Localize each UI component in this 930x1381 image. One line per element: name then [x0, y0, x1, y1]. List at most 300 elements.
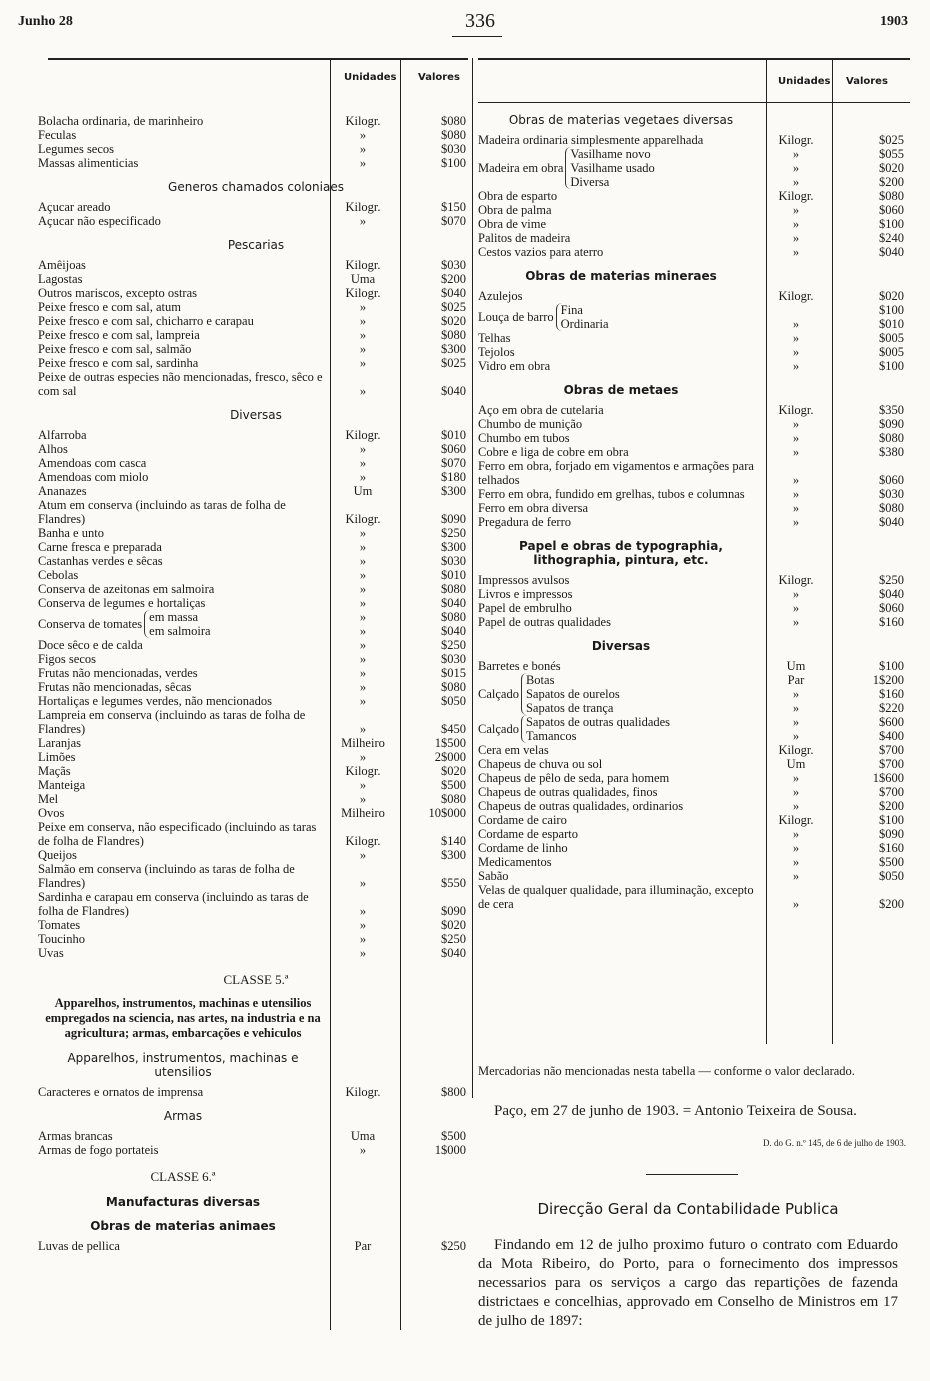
item-unit: »	[359, 792, 367, 806]
item-name: Cebolas	[38, 568, 79, 582]
item-value: $015	[441, 666, 466, 680]
item-value: $080	[441, 680, 466, 694]
directorate-title: Direcção Geral da Contabilidade Publica	[537, 1200, 839, 1218]
table-row	[38, 1129, 474, 1143]
table-row	[38, 736, 474, 750]
item-unit: »	[359, 694, 367, 708]
item-unit: Milheiro	[341, 736, 385, 750]
item-name: Salmão em conserva (incluindo as taras de folha de Flandres)	[38, 862, 295, 890]
table-row	[478, 147, 910, 189]
table-row	[38, 300, 474, 314]
unit-value: »	[792, 317, 800, 331]
right-column-header	[478, 60, 910, 103]
header-year: 1903	[880, 14, 908, 29]
table-row	[38, 214, 474, 228]
item-name: Cobre e liga de cobre em obra	[478, 445, 629, 459]
item-unit: Kilogr.	[345, 258, 381, 272]
item-unit: »	[792, 785, 800, 799]
item-unit: »	[792, 245, 800, 259]
item-value: $060	[879, 473, 904, 487]
price-value: $100	[879, 303, 904, 317]
item-value: $030	[441, 258, 466, 272]
item-value: $020	[441, 918, 466, 932]
table-row	[478, 231, 910, 245]
table-row	[478, 743, 910, 757]
item-value: $500	[441, 778, 466, 792]
item-unit: »	[359, 314, 367, 328]
units-divider	[330, 60, 331, 1330]
item-value: $060	[879, 601, 904, 615]
item-name: Manteiga	[38, 778, 86, 792]
table-row	[38, 568, 474, 582]
section-heading: Obras de materias mineraes	[525, 269, 717, 283]
item-name: Feculas	[38, 128, 77, 142]
item-value: $020	[879, 289, 904, 303]
item-name: Chapeus de outras qualidades, finos	[478, 785, 658, 799]
item-unit: »	[792, 203, 800, 217]
item-name: Ferro em obra, fundido em grelhas, tubos e columnas	[478, 487, 745, 501]
table-row	[38, 128, 474, 142]
item-value: $500	[879, 855, 904, 869]
item-name: Peixe fresco e com sal, lampreia	[38, 328, 200, 342]
item-value: $180	[441, 470, 466, 484]
item-unit: »	[359, 568, 367, 582]
item-name: Vidro em obra	[478, 359, 551, 373]
tariff-group	[38, 1129, 474, 1157]
item-unit: Kilogr.	[345, 200, 381, 214]
item-unit: »	[359, 142, 367, 156]
item-unit: »	[359, 680, 367, 694]
table-row	[38, 680, 474, 694]
item-value	[828, 303, 904, 331]
table-row	[38, 540, 474, 554]
item-value: $060	[879, 203, 904, 217]
item-name: Ferro em obra, forjado em vigamentos e armações para telhados	[478, 459, 754, 487]
table-row	[478, 841, 910, 855]
item-unit: Kilogr.	[778, 813, 814, 827]
item-value: $080	[879, 431, 904, 445]
item-unit: »	[359, 456, 367, 470]
item-unit: »	[792, 615, 800, 629]
table-row	[38, 820, 474, 848]
table-row	[478, 771, 910, 785]
item-value: $060	[441, 442, 466, 456]
table-row	[38, 456, 474, 470]
table-row	[478, 827, 910, 841]
item-value: $140	[441, 834, 466, 848]
item-unit: »	[359, 904, 367, 918]
item-name: Queijos	[38, 848, 77, 862]
item-value: $005	[879, 345, 904, 359]
unit-value: »	[792, 161, 800, 175]
table-row	[38, 890, 474, 918]
bracket-options	[556, 303, 609, 331]
item-unit: »	[359, 214, 367, 228]
item-value: 1$500	[434, 736, 466, 750]
item-value: 1$000	[434, 1143, 466, 1157]
table-row	[38, 258, 474, 272]
item-unit	[332, 610, 394, 638]
item-name: Banha e unto	[38, 526, 104, 540]
item-value: $200	[441, 272, 466, 286]
table-row	[38, 1085, 474, 1099]
item-unit: »	[792, 771, 800, 785]
section-heading: Diversas	[591, 639, 651, 653]
left-column-header	[38, 60, 474, 102]
item-name: Sabão	[478, 869, 509, 883]
table-row	[478, 203, 910, 217]
item-value: $700	[879, 757, 904, 771]
item-value: $040	[441, 384, 466, 398]
item-name: Cordame de esparto	[478, 827, 578, 841]
item-unit: Kilogr.	[345, 428, 381, 442]
item-unit: Kilogr.	[345, 286, 381, 300]
price-value: $160	[879, 687, 904, 701]
values-header: Valores	[846, 76, 888, 87]
item-name: Azulejos	[478, 289, 523, 303]
table-row	[38, 428, 474, 442]
item-name	[478, 673, 764, 715]
item-name: Caracteres e ornatos de imprensa	[38, 1085, 204, 1099]
item-unit	[764, 715, 828, 743]
tariff-group	[478, 289, 910, 303]
item-value: $350	[879, 403, 904, 417]
item-value: $070	[441, 214, 466, 228]
table-row	[478, 359, 910, 373]
item-value	[828, 673, 904, 715]
table-row	[478, 189, 910, 203]
item-value: $700	[879, 743, 904, 757]
item-unit: »	[792, 601, 800, 615]
item-name: Massas alimenticias	[38, 156, 139, 170]
item-name: Uvas	[38, 946, 64, 960]
item-unit: »	[792, 445, 800, 459]
item-name: Amendoas com casca	[38, 456, 147, 470]
item-value: $100	[879, 659, 904, 673]
table-row	[478, 757, 910, 771]
values-divider	[832, 60, 833, 1044]
table-row	[38, 610, 474, 638]
item-value	[394, 610, 466, 638]
item-unit: »	[792, 587, 800, 601]
unit-value	[764, 303, 828, 317]
item-name: Ananazes	[38, 484, 87, 498]
item-name: Madeira ordinaria simplesmente apparelhada	[478, 133, 704, 147]
item-value: $100	[879, 359, 904, 373]
section-heading: Pescarias	[227, 238, 285, 252]
item-unit: Um	[786, 757, 806, 771]
item-value: $025	[441, 356, 466, 370]
item-value: $090	[879, 827, 904, 841]
bracket-option: Vasilhame usado	[570, 161, 655, 175]
item-name: Hortaliças e legumes verdes, não mencionados	[38, 694, 272, 708]
item-name: Carne fresca e preparada	[38, 540, 162, 554]
tariff-group	[38, 638, 474, 960]
bracket-label: Calçado	[478, 687, 519, 701]
table-row	[478, 515, 910, 529]
item-unit: »	[359, 932, 367, 946]
table-row	[38, 484, 474, 498]
table-row	[38, 764, 474, 778]
item-name: Castanhas verdes e sêcas	[38, 554, 163, 568]
section-heading: Diversas	[230, 408, 282, 422]
table-row	[478, 459, 910, 487]
item-unit: »	[792, 501, 800, 515]
item-value: $240	[879, 231, 904, 245]
table-row	[478, 587, 910, 601]
table-row	[478, 487, 910, 501]
item-name: Amêijoas	[38, 258, 86, 272]
table-row	[38, 582, 474, 596]
class-title: Manufacturas diversas	[105, 1195, 261, 1209]
item-value: $070	[441, 456, 466, 470]
table-row	[478, 573, 910, 587]
item-name	[478, 715, 764, 743]
item-value: $010	[441, 428, 466, 442]
header-date: Junho 28	[18, 14, 73, 29]
item-name: Cordame de cairo	[478, 813, 567, 827]
tariff-group	[478, 403, 910, 529]
values-divider	[400, 60, 401, 1330]
item-value: $160	[879, 615, 904, 629]
item-unit: »	[792, 359, 800, 373]
item-name: Impressos avulsos	[478, 573, 570, 587]
tariff-group	[38, 114, 474, 170]
bracket-label: Madeira em obra	[478, 161, 564, 175]
bracket-option: Sapatos de ourelos	[525, 687, 620, 701]
item-value: $040	[879, 587, 904, 601]
item-value: $200	[879, 897, 904, 911]
tariff-group	[478, 743, 910, 911]
item-name: Papel de embrulho	[478, 601, 572, 615]
item-value: $030	[441, 142, 466, 156]
bracket-option: em massa	[149, 610, 199, 624]
item-value: $300	[441, 848, 466, 862]
item-name: Velas de qualquer qualidade, para illuminação, excepto de cera	[478, 883, 754, 911]
item-name: Lagostas	[38, 272, 83, 286]
bracket-option: Sapatos de trança	[525, 701, 614, 715]
item-name: Peixe fresco e com sal, sardinha	[38, 356, 199, 370]
item-name: Barretes e bonés	[478, 659, 561, 673]
item-unit: Par	[354, 1239, 372, 1253]
item-name: Medicamentos	[478, 855, 552, 869]
table-row	[38, 694, 474, 708]
table-row	[478, 869, 910, 883]
table-row	[478, 417, 910, 431]
item-unit: »	[359, 156, 367, 170]
item-value: $040	[879, 515, 904, 529]
item-unit: Kilogr.	[345, 1085, 381, 1099]
item-name: Palitos de madeira	[478, 231, 571, 245]
price-value: $220	[879, 701, 904, 715]
bracket-option: Ordinaria	[560, 317, 609, 331]
tariff-group	[38, 1085, 474, 1099]
item-unit: »	[792, 855, 800, 869]
table-row	[478, 445, 910, 459]
table-row	[38, 554, 474, 568]
section-heading: Apparelhos, instrumentos, machinas e utensilios	[67, 1051, 299, 1079]
item-unit: Kilogr.	[345, 512, 381, 526]
tariff-group	[38, 428, 474, 610]
table-row	[478, 403, 910, 417]
item-value: $030	[441, 554, 466, 568]
unit-value: Par	[787, 673, 805, 687]
item-unit: »	[792, 217, 800, 231]
item-value: 1$600	[872, 771, 904, 785]
table-row	[38, 200, 474, 214]
item-value: $300	[441, 342, 466, 356]
item-value: $500	[441, 1129, 466, 1143]
item-value	[828, 147, 904, 189]
item-name: Chumbo de munição	[478, 417, 583, 431]
item-value: $150	[441, 200, 466, 214]
table-row	[478, 217, 910, 231]
item-unit: Kilogr.	[778, 133, 814, 147]
tariff-group	[38, 200, 474, 228]
item-unit: »	[359, 638, 367, 652]
item-unit: »	[792, 487, 800, 501]
bracket-option: Vasilhame novo	[570, 147, 651, 161]
table-row	[38, 526, 474, 540]
table-row	[38, 918, 474, 932]
page-number: 336	[465, 10, 495, 32]
item-name: Bolacha ordinaria, de marinheiro	[38, 114, 204, 128]
item-name: Legumes secos	[38, 142, 115, 156]
separator-rule	[646, 1174, 738, 1175]
table-row	[478, 345, 910, 359]
item-name: Telhas	[478, 331, 511, 345]
item-value: $040	[441, 596, 466, 610]
item-unit: »	[359, 384, 367, 398]
table-row	[38, 932, 474, 946]
item-unit: »	[359, 540, 367, 554]
item-name: Obra de esparto	[478, 189, 558, 203]
unit-value: »	[792, 175, 800, 189]
item-name: Peixe fresco e com sal, chicharro e carapau	[38, 314, 254, 328]
item-name: Livros e impressos	[478, 587, 573, 601]
item-value: $450	[441, 722, 466, 736]
item-unit: »	[359, 328, 367, 342]
item-value: $200	[879, 799, 904, 813]
item-value: $080	[441, 328, 466, 342]
section-heading: Obras de materias vegetaes diversas	[508, 113, 734, 127]
item-value: $080	[441, 128, 466, 142]
item-unit: »	[359, 442, 367, 456]
bracket-label: Calçado	[478, 722, 519, 736]
bracket-options	[144, 610, 210, 638]
item-unit: »	[359, 582, 367, 596]
class-heading: CLASSE 5.ª	[223, 972, 289, 987]
table-row	[38, 370, 474, 398]
item-unit: »	[359, 876, 367, 890]
table-row	[478, 303, 910, 331]
unit-value: »	[359, 610, 367, 624]
item-name: Tejolos	[478, 345, 515, 359]
unit-value: »	[792, 147, 800, 161]
item-name: Amendoas com miolo	[38, 470, 149, 484]
table-row	[478, 331, 910, 345]
page-number-underline	[452, 36, 502, 37]
item-name: Chumbo em tubos	[478, 431, 570, 445]
item-unit	[764, 147, 828, 189]
item-name: Açucar areado	[38, 200, 111, 214]
item-value: $020	[441, 764, 466, 778]
units-divider	[766, 60, 767, 1044]
item-name: Sardinha e carapau em conserva (incluindo as taras de folha de Flandres)	[38, 890, 309, 918]
item-value: $080	[879, 501, 904, 515]
item-value: 10$000	[428, 806, 466, 820]
item-unit: »	[359, 722, 367, 736]
item-unit: »	[359, 750, 367, 764]
item-unit: Kilogr.	[778, 743, 814, 757]
table-row	[38, 142, 474, 156]
table-row	[38, 652, 474, 666]
table-row	[478, 785, 910, 799]
item-unit: »	[359, 946, 367, 960]
item-name: Maçãs	[38, 764, 71, 778]
item-value: $010	[441, 568, 466, 582]
item-unit: »	[792, 331, 800, 345]
item-name: Conserva de legumes e hortaliças	[38, 596, 206, 610]
item-value: $250	[879, 573, 904, 587]
table-row	[38, 156, 474, 170]
item-name: Chapeus de outras qualidades, ordinarios	[478, 799, 684, 813]
item-name	[38, 610, 328, 638]
item-name: Laranjas	[38, 736, 82, 750]
table-row	[478, 431, 910, 445]
item-unit: »	[792, 869, 800, 883]
item-name: Limões	[38, 750, 76, 764]
item-name: Alhos	[38, 442, 68, 456]
table-row	[38, 750, 474, 764]
price-value: $010	[879, 317, 904, 331]
item-value: $250	[441, 932, 466, 946]
item-value: $030	[441, 652, 466, 666]
item-name: Cordame de linho	[478, 841, 568, 855]
item-unit: »	[359, 652, 367, 666]
item-unit: »	[359, 666, 367, 680]
item-name: Luvas de pellica	[38, 1239, 120, 1253]
item-unit: »	[792, 473, 800, 487]
item-name: Peixe em conserva, não especificado (incluindo as taras de folha de Flandres)	[38, 820, 317, 848]
item-unit: Kilogr.	[345, 764, 381, 778]
item-unit: »	[359, 596, 367, 610]
unit-value: »	[792, 687, 800, 701]
table-row	[478, 799, 910, 813]
right-column	[478, 60, 910, 911]
bracket-option: Fina	[560, 303, 583, 317]
item-value: $300	[441, 540, 466, 554]
table-row	[38, 286, 474, 300]
item-unit: »	[792, 417, 800, 431]
bracket-options	[565, 147, 654, 189]
item-unit: »	[359, 848, 367, 862]
price-value: $020	[879, 161, 904, 175]
item-value: 2$000	[434, 750, 466, 764]
price-value: $200	[879, 175, 904, 189]
section-heading: Armas	[163, 1109, 203, 1123]
tariff-group	[38, 1239, 474, 1253]
item-name	[478, 303, 764, 331]
table-row	[478, 673, 910, 715]
item-name: Cestos vazios para aterro	[478, 245, 604, 259]
item-value: $090	[441, 904, 466, 918]
tariff-group	[478, 659, 910, 673]
item-value: $040	[879, 245, 904, 259]
item-value: $025	[441, 300, 466, 314]
signature-line: Paço, em 27 de junho de 1903. = Antonio Teixeira de Sousa.	[494, 1103, 857, 1119]
item-unit: »	[359, 470, 367, 484]
